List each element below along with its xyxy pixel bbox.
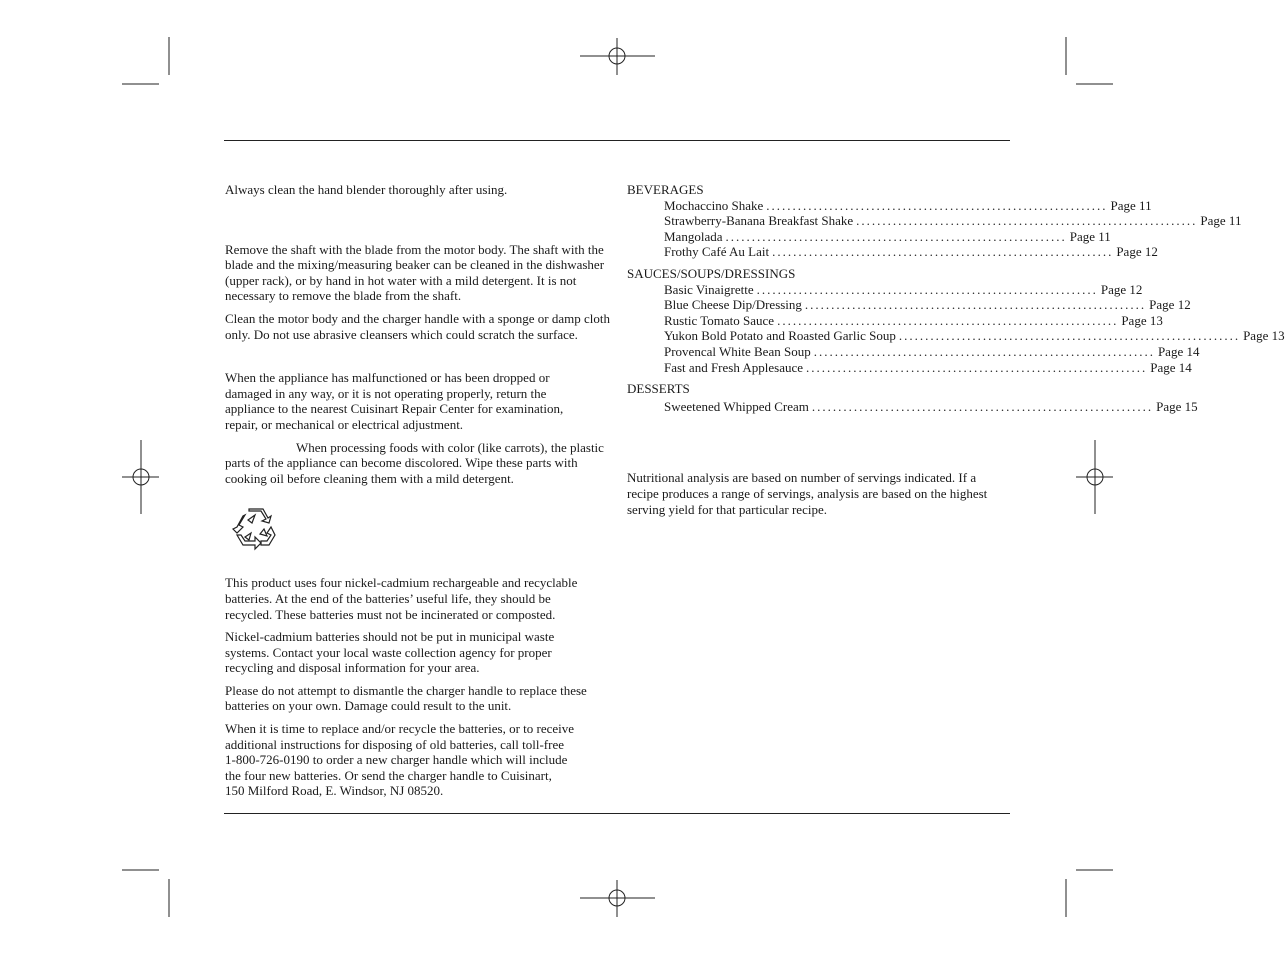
cleaning-paragraph-2: Clean the motor body and the charger handle with a sponge or damp cloth only. Do not use abrasive cleansers which could scratch the surface.	[225, 310, 610, 342]
right-column	[627, 182, 1285, 517]
registration-mark-left	[122, 440, 159, 514]
registration-mark-right	[1076, 440, 1113, 514]
toc-entry: Fast and Fresh Applesauce ................................................................. Page 14	[664, 359, 1192, 375]
toc-entry: Frothy Café Au Lait ................................................................. Page 12	[664, 244, 1158, 260]
toc-section-beverages	[627, 182, 1242, 260]
toc-heading: DESSERTS	[627, 381, 690, 397]
battery-paragraph-2: Nickel-cadmium batteries should not be put in municipal waste systems. Contact your local waste collection agency for proper recycling and disposal information for your area.	[225, 629, 555, 676]
battery-paragraph-1: This product uses four nickel-cadmium rechargeable and recyclable batteries. At the end of the batteries’ useful life, they should be recycled. These batteries must not be incinerated or composted.	[225, 575, 578, 622]
top-rule	[224, 140, 1010, 141]
recycle-icon	[231, 503, 279, 551]
registration-mark-top	[580, 38, 655, 75]
cleaning-intro: Always clean the hand blender thoroughly after using.	[225, 182, 508, 197]
left-column	[225, 182, 610, 799]
toc-entry: Strawberry-Banana Breakfast Shake ................................................................. Page 11	[664, 213, 1242, 229]
cleaning-paragraph-1: Remove the shaft with the blade from the motor body. The shaft with the blade and the mixing/measuring beaker can be cleaned in the dishwasher (upper rack), or by hand in hot water with a mild detergent. It is not necessary to remove the blade from the shaft.	[225, 241, 605, 304]
toc-entry: Blue Cheese Dip/Dressing ................................................................. Page 12	[664, 297, 1191, 313]
battery-paragraph-4: When it is time to replace and/or recycle the batteries, or to receive additional instructions for disposing of old batteries, call toll-free 1-800-726-0190 to order a new charger handle which will include the four new batteries. Or send the charger handle to Cuisinart, 150 Milford Road, E. Windsor, NJ 08520.	[225, 721, 575, 799]
battery-paragraph-3: Please do not attempt to dismantle the charger handle to replace these batteries on your own. Damage could result to the unit.	[225, 682, 587, 714]
toc-entry: Sweetened Whipped Cream ................................................................. Page 15	[664, 398, 1198, 414]
toc-entry: Yukon Bold Potato and Roasted Garlic Soup ................................................................. Page 13	[664, 328, 1285, 344]
bottom-rule	[224, 813, 1010, 814]
toc-entry: Mangolada ................................................................. Page 11	[664, 228, 1111, 244]
toc-entry: Rustic Tomato Sauce ................................................................. Page 13	[664, 312, 1163, 328]
discoloration-paragraph: When processing foods with color (like carrots), the plastic parts of the appliance can become discolored. Wipe these parts with cooking oil before cleaning them with a mild detergent.	[225, 439, 604, 486]
registration-mark-bottom	[580, 880, 655, 917]
toc-heading: SAUCES/SOUPS/DRESSINGS	[627, 265, 796, 281]
toc-entry: Mochaccino Shake ................................................................. Page 11	[664, 197, 1152, 213]
toc-heading: BEVERAGES	[627, 182, 704, 197]
nutrition-note: Nutritional analysis are based on number of servings indicated. If a recipe produces a range of servings, analysis are based on the highest serving yield for that particular recipe.	[627, 470, 988, 517]
repair-paragraph: When the appliance has malfunctioned or has been dropped or damaged in any way, or it is not operating properly, return the appliance to the nearest Cuisinart Repair Center for examination, repair, or mechanical or electrical adjustment.	[225, 370, 564, 432]
toc-section-sauces	[627, 265, 1285, 375]
toc-entry: Provencal White Bean Soup ................................................................. Page 14	[664, 343, 1200, 359]
toc-section-desserts	[627, 381, 1198, 414]
toc-entry: Basic Vinaigrette ................................................................. Page 12	[664, 281, 1143, 297]
